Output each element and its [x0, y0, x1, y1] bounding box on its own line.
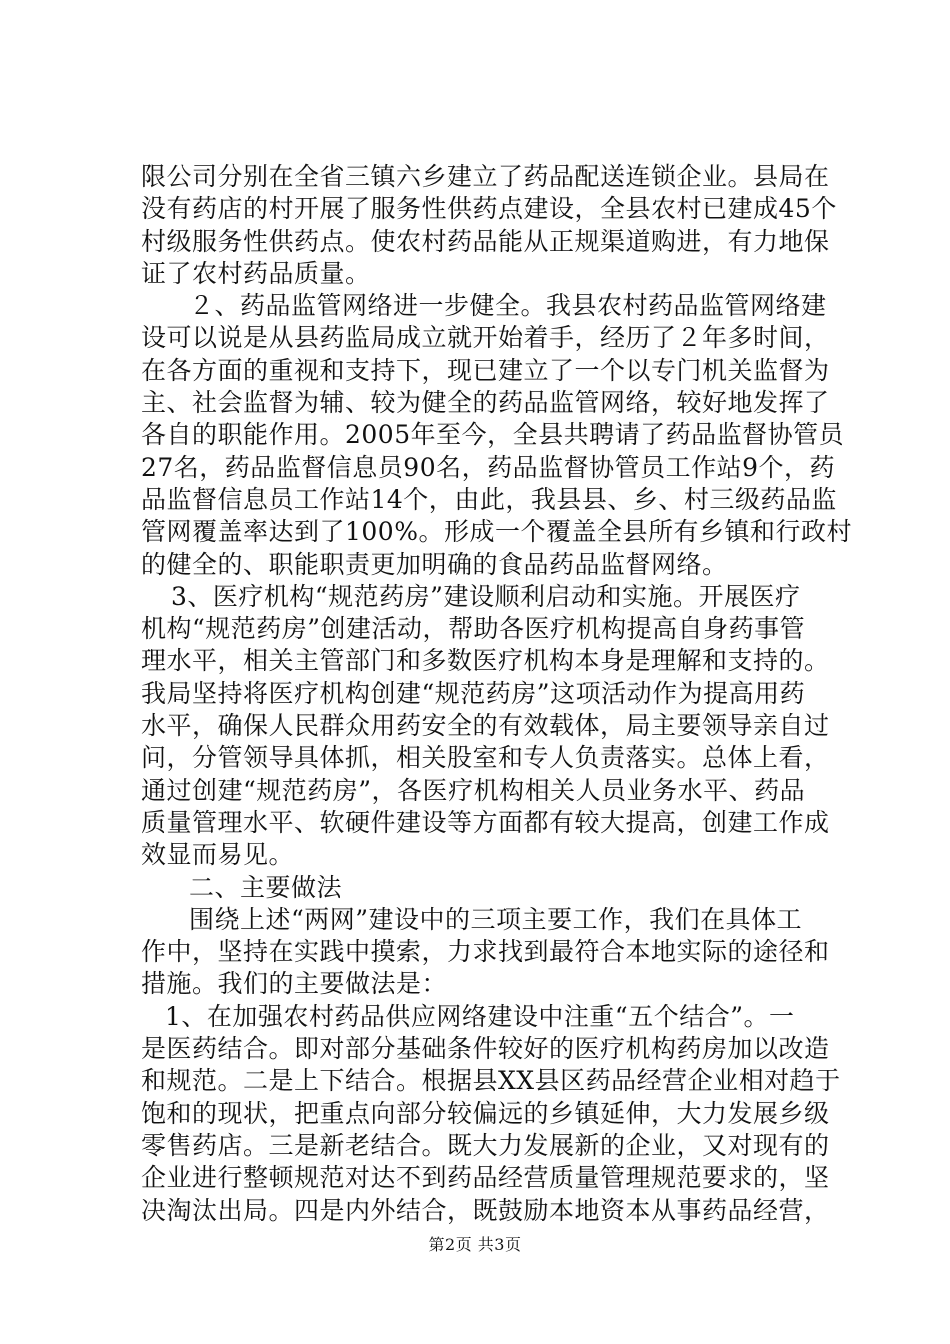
text-line: 管网覆盖率达到了100%。形成一个覆盖全县所有乡镇和行政村: [141, 517, 852, 547]
text-line: 27名，药品监督信息员90名，药品监督协管员工作站9个，药: [141, 452, 836, 482]
text-line: 理水平，相关主管部门和多数医疗机构本身是理解和支持的。: [141, 646, 830, 676]
text-line: ２、药品监管网络进一步健全。我县农村药品监管网络建: [189, 291, 827, 321]
page-number-footer: 第2页 共3页: [428, 1235, 522, 1254]
text-line: 零售药店。三是新老结合。既大力发展新的企业，又对现有的: [141, 1130, 830, 1160]
text-line: 是医药结合。即对部分基础条件较好的医疗机构药房加以改造: [141, 1034, 830, 1064]
text-line: 和规范。二是上下结合。根据县XX县区药品经营企业相对趋于: [141, 1066, 841, 1096]
text-line: 机构“规范药房”创建活动，帮助各医疗机构提高自身药事管: [141, 614, 806, 644]
text-line: 在各方面的重视和支持下，现已建立了一个以专门机关监督为: [141, 355, 830, 385]
text-line: 3、医疗机构“规范药房”建设顺利启动和实施。开展医疗: [171, 581, 801, 611]
document-body: [141, 161, 852, 1227]
text-line: 围绕上述“两网”建设中的三项主要工作，我们在具体工: [189, 904, 803, 934]
text-line: 通过创建“规范药房”，各医疗机构相关人员业务水平、药品: [141, 775, 806, 805]
text-line: 水平，确保人民群众用药安全的有效载体，局主要领导亲自过: [141, 711, 830, 741]
text-line: 企业进行整顿规范对达不到药品经营质量管理规范要求的，坚: [141, 1163, 830, 1193]
text-line: 没有药店的村开展了服务性供药点建设，全县农村已建成45个: [141, 194, 837, 224]
text-line: 决淘汰出局。四是内外结合，既鼓励本地资本从事药品经营，: [141, 1195, 830, 1225]
text-line: 我局坚持将医疗机构创建“规范药房”这项活动作为提高用药: [141, 678, 806, 708]
text-line: 1、在加强农村药品供应网络建设中注重“五个结合”。一: [165, 1001, 795, 1031]
text-line: 作中，坚持在实践中摸索，力求找到最符合本地实际的途径和: [141, 937, 830, 967]
text-line: 饱和的现状，把重点向部分较偏远的乡镇延伸，大力发展乡级: [141, 1098, 830, 1128]
section-heading: 二、主要做法: [189, 872, 343, 902]
text-line: 问，分管领导具体抓，相关股室和专人负责落实。总体上看，: [141, 743, 830, 773]
text-line: 品监督信息员工作站14个，由此，我县县、乡、村三级药品监: [141, 484, 837, 514]
text-line: 效显而易见。: [141, 840, 295, 870]
text-line: 证了农村药品质量。: [141, 258, 371, 288]
text-line: 质量管理水平、软硬件建设等方面都有较大提高，创建工作成: [141, 807, 830, 837]
text-line: 主、社会监督为辅、较为健全的药品监管网络，较好地发挥了: [141, 388, 830, 418]
text-line: 设可以说是从县药监局成立就开始着手，经历了２年多时间，: [141, 323, 830, 353]
text-line: 限公司分别在全省三镇六乡建立了药品配送连锁企业。县局在: [141, 162, 830, 191]
text-line: 村级服务性供药点。使农村药品能从正规渠道购进，有力地保: [141, 226, 830, 256]
text-line: 各自的职能作用。2005年至今，全县共聘请了药品监督协管员: [141, 420, 845, 450]
text-line: 措施。我们的主要做法是：: [141, 969, 448, 999]
text-line: 的健全的、职能职责更加明确的食品药品监督网络。: [141, 549, 728, 579]
